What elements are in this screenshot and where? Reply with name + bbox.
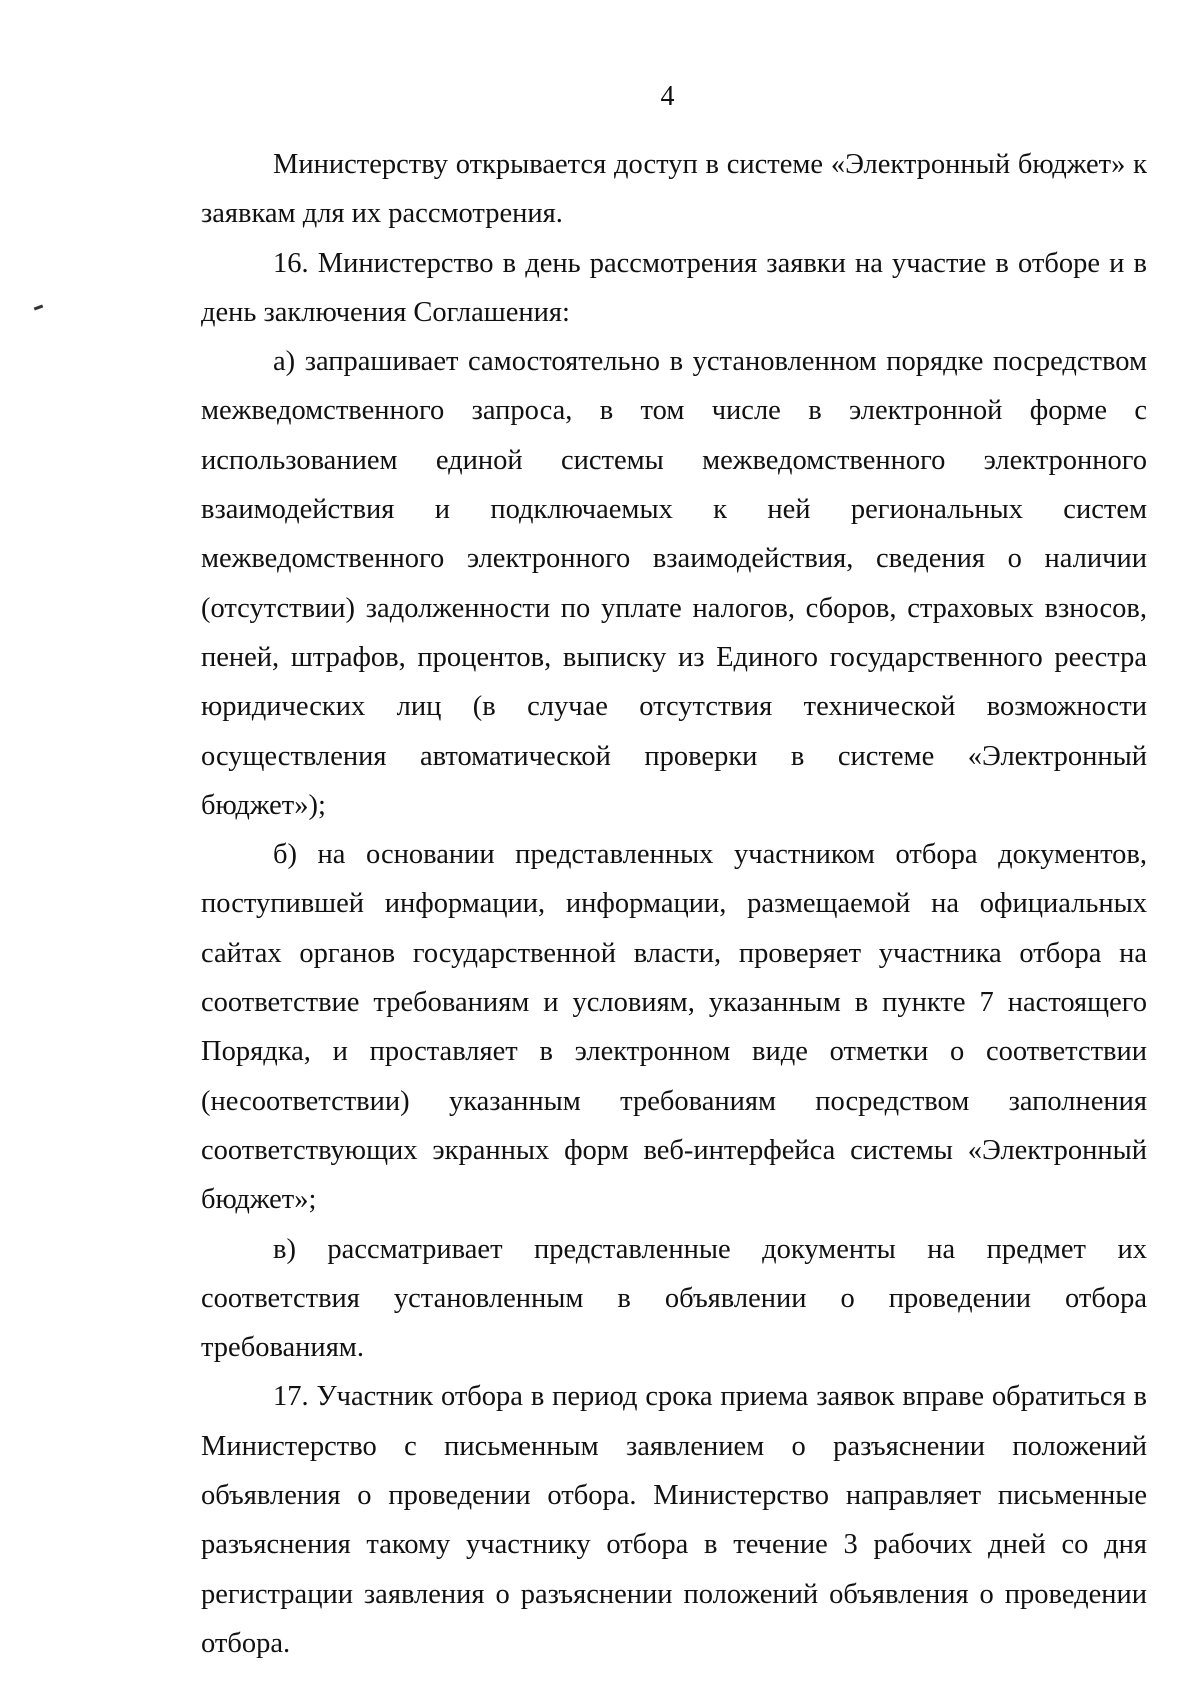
paragraph-16b: б) на основании представленных участником отбора документов, поступившей информации, информации, размещаемой на официальных сайтах органов государственной власти, проверяет участника отбора на соответствие требованиям и условиям, указанным в пункте 7 настоящего Порядка, и проставляет в электронном виде отметки о соответствии (несоответствии) указанным требованиям посредством заполнения соответствующих экранных форм веб-интерфейса системы «Электронный бюджет»; (201, 839, 1147, 1216)
document-body (201, 140, 1147, 1668)
paragraph-16a: а) запрашивает самостоятельно в установленном порядке посредством межведомственного запроса, в том числе в электронной форме с использованием единой системы межведомственного электронного взаимодействия и подключаемых к ней региональных систем межведомственного электронного взаимодействия, сведения о наличии (отсутствии) задолженности по уплате налогов, сборов, страховых взносов, пеней, штрафов, процентов, выписку из Единого государственного реестра юридических лиц (в случае отсутствия технической возможности осуществления автоматической проверки в системе «Электронный бюджет»); (201, 346, 1147, 821)
scan-artifact-mark (34, 305, 43, 311)
page-number: 4 (660, 81, 675, 112)
paragraph-16: 16. Министерство в день рассмотрения заявки на участие в отборе и в день заключения Соглашения: (201, 247, 1147, 328)
paragraph-17: 17. Участник отбора в период срока приема заявок вправе обратиться в Министерство с письменным заявлением о разъяснении положений объявления о проведении отбора. Министерство направляет письменные разъяснения такому участнику отбора в течение 3 рабочих дней со дня регистрации заявления о разъяснении положений объявления о проведении отбора. (201, 1381, 1147, 1659)
paragraph-access-intro: Министерству открывается доступ в системе «Электронный бюджет» к заявкам для их рассмотрения. (201, 149, 1147, 230)
paragraph-16c: в) рассматривает представленные документы на предмет их соответствия установленным в объявлении о проведении отбора требованиям. (201, 1233, 1147, 1364)
